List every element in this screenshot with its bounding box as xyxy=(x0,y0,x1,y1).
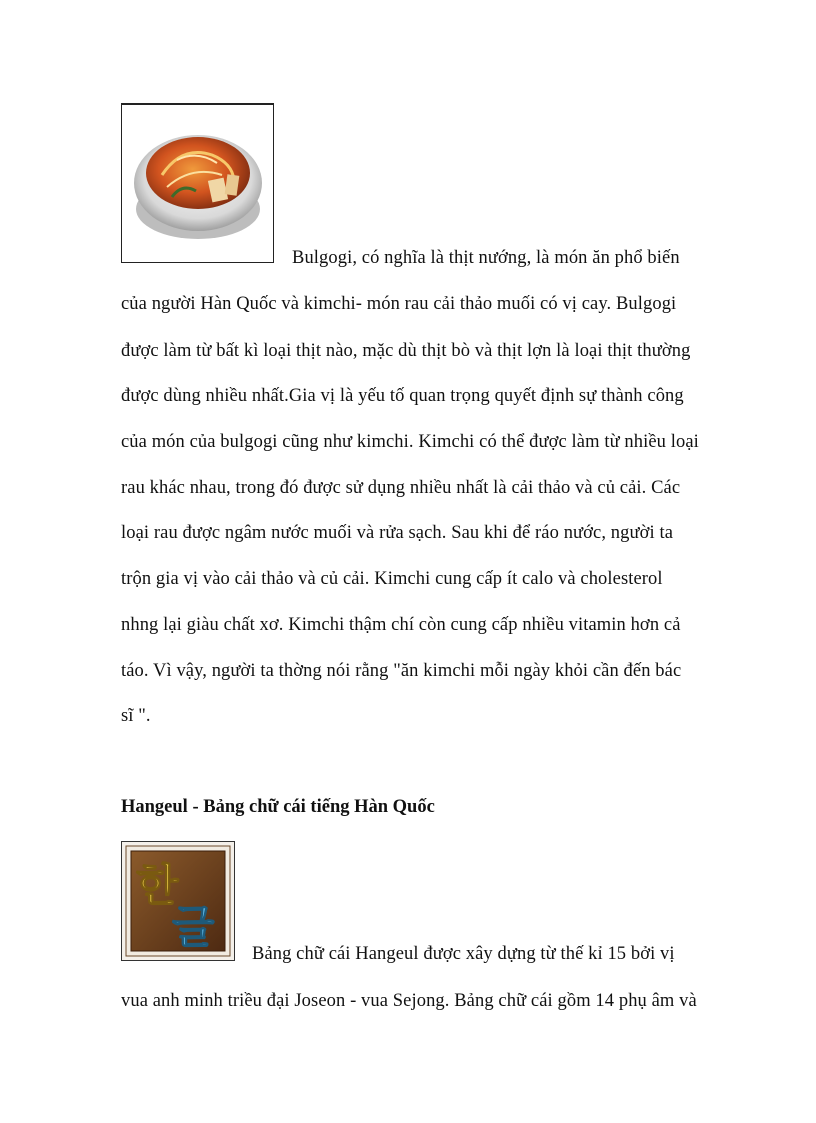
paragraph-line: rau khác nhau, trong đó được sử dụng nhiều nhất là cải thảo và củ cải. Các xyxy=(121,478,681,498)
paragraph-line: của món của bulgogi cũng như kimchi. Kimchi có thể được làm từ nhiều loại xyxy=(121,432,699,452)
paragraph-line: loại rau được ngâm nước muối và rửa sạch. Sau khi để ráo nước, người ta xyxy=(121,523,674,543)
paragraph-line: được làm từ bất kì loại thịt nào, mặc dù thịt bò và thịt lợn là loại thịt thường xyxy=(121,341,691,361)
paragraph-line: được dùng nhiều nhất.Gia vị là yếu tố quan trọng quyết định sự thành công xyxy=(121,386,684,406)
section-heading: Hangeul - Bảng chữ cái tiếng Hàn Quốc xyxy=(121,797,435,817)
hangeul-logo-icon xyxy=(122,842,234,960)
paragraph-line: trộn gia vị vào cải thảo và củ cải. Kimchi cung cấp ít calo và cholesterol xyxy=(121,569,663,589)
paragraph-line: Bảng chữ cái Hangeul được xây dựng từ thế kỉ 15 bởi vị xyxy=(252,944,675,964)
hangeul-image xyxy=(121,841,235,961)
kimchi-bowl-icon xyxy=(122,105,273,262)
paragraph-line: nhng lại giàu chất xơ. Kimchi thậm chí còn cung cấp nhiều vitamin hơn cả xyxy=(121,615,681,635)
paragraph-line: táo. Vì vậy, người ta thờng nói rằng "ăn kimchi mỗi ngày khỏi cần đến bác xyxy=(121,661,682,681)
svg-text:글 xyxy=(172,902,215,953)
paragraph-line: của người Hàn Quốc và kimchi- món rau cải thảo muối có vị cay. Bulgogi xyxy=(121,294,677,314)
paragraph-line: sĩ ". xyxy=(121,706,151,726)
kimchi-image xyxy=(121,103,274,263)
paragraph-line: Bulgogi, có nghĩa là thịt nướng, là món ăn phổ biến xyxy=(292,248,680,268)
hangeul-glyph-bottom: 글 xyxy=(172,902,215,953)
hangeul-glyph-top: 한 xyxy=(136,860,179,911)
paragraph-line: vua anh minh triều đại Joseon - vua Sejong. Bảng chữ cái gồm 14 phụ âm và xyxy=(121,991,697,1011)
